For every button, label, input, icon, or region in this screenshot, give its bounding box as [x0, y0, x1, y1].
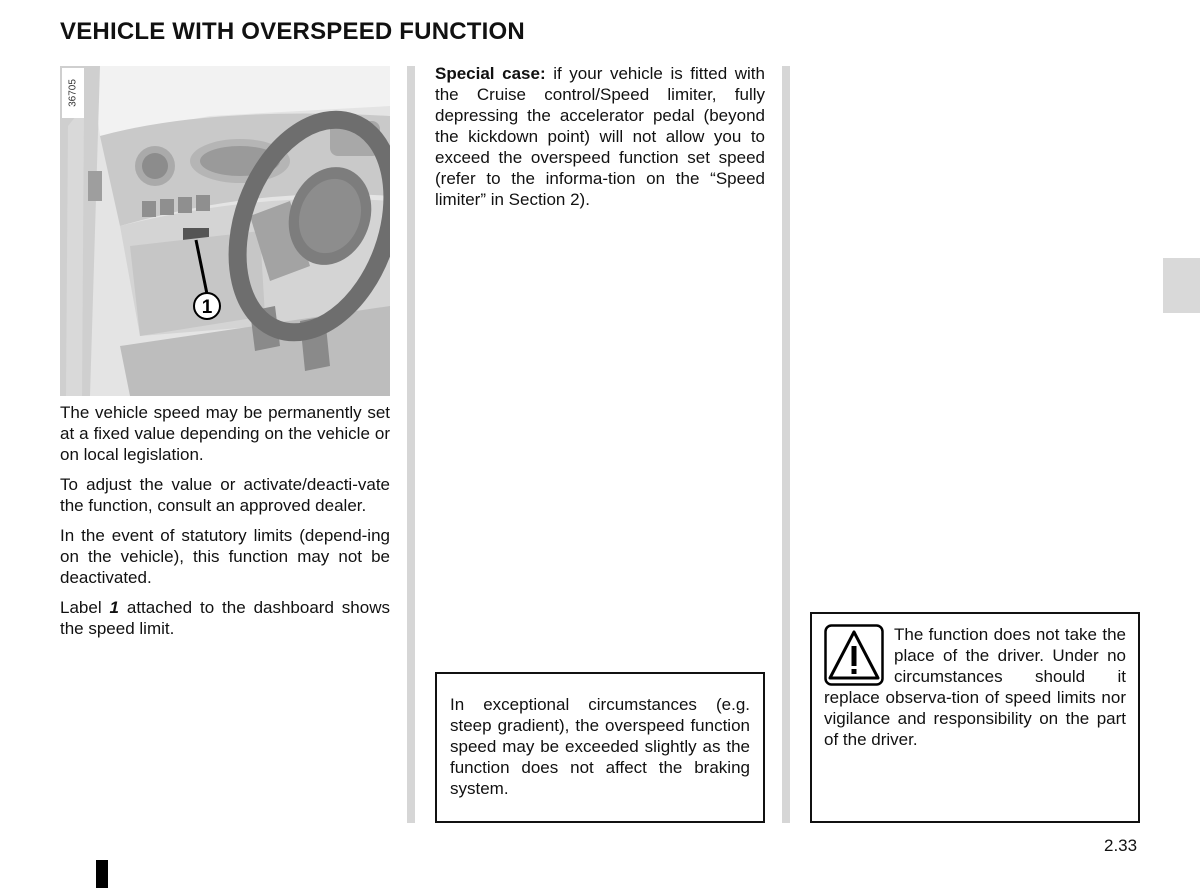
left-column-text	[60, 402, 390, 648]
figure-id-text: 36705	[67, 79, 79, 107]
section-tab	[1163, 258, 1200, 313]
special-case-label: Special case:	[435, 64, 546, 83]
warning-triangle-icon	[824, 624, 884, 686]
paragraph-label-info	[60, 597, 390, 639]
figure-id-label	[62, 68, 84, 118]
label-number: 1	[109, 598, 119, 617]
paragraph-statutory-limits: In the event of statutory limits (depend-ing on the vehicle), this function may not be deactivated.	[60, 526, 390, 587]
page-title: VEHICLE WITH OVERSPEED FUNCTION	[60, 18, 525, 45]
paragraph-speed-set: The vehicle speed may be permanently set at a fixed value depending on the vehicle or on local legislation.	[60, 403, 390, 464]
column-separator-left	[407, 66, 415, 823]
warning-text: The function does not take the place of the driver. Under no circumstances should it replace observa-tion of speed limits nor vigilance and responsibility on the part of the driver.	[824, 625, 1126, 749]
dashboard-illustration	[60, 66, 390, 396]
warning-box	[810, 612, 1140, 823]
note-text: In exceptional circumstances (e.g. steep gradient), the overspeed function speed may be exceeded slightly as the function does not affect the braking system.	[450, 695, 750, 798]
middle-column-text	[435, 63, 765, 210]
page-number: 2.33	[1104, 836, 1138, 855]
column-separator-right	[782, 66, 790, 823]
paragraph-adjust-value: To adjust the value or activate/deacti-vate the function, consult an approved dealer.	[60, 475, 390, 515]
label-info-pre: Label	[60, 598, 110, 617]
dashboard-drawing	[60, 66, 390, 396]
callout-1-label: 1	[201, 297, 213, 318]
special-case-text: if your vehicle is fitted with the Cruise control/Speed limiter, fully depressing the accelerator pedal (beyond the kickdown point) will not allow you to exceed the overspeed function set speed (refer to the informa-tion on the “Speed limiter” in Section 2).	[435, 64, 765, 209]
note-box	[435, 672, 765, 823]
crop-mark	[96, 860, 108, 888]
label-info-post: attached to the dashboard shows the speed limit.	[60, 598, 390, 638]
paragraph-special-case	[435, 63, 765, 210]
